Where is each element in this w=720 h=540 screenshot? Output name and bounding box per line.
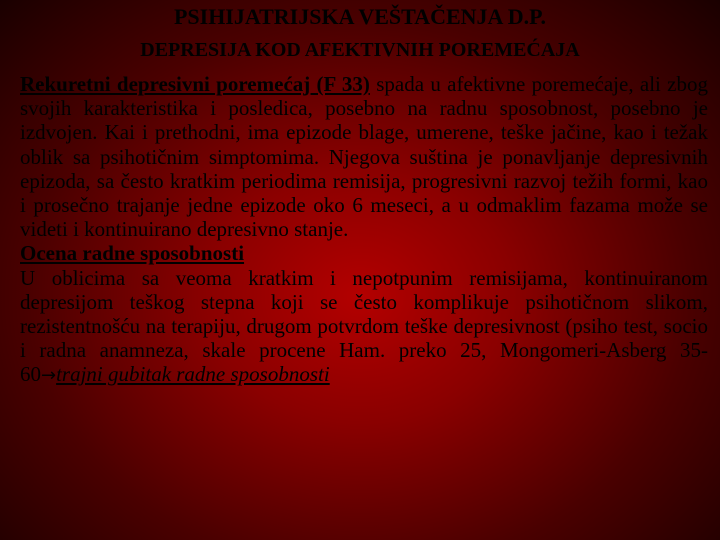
- slide-subtitle: DEPRESIJA KOD AFEKTIVNIH POREMEĆAJA: [140, 39, 580, 61]
- paragraph-text: spada u afektivne poremećaje, ali zbog svojih karakteristika i posledica, posebno na radnu sposobnost, posebno je izdvojen. Kai i prethodni, ima epizode blage, umerene, teške jačine, kao i težak oblik sa psihotičnim simptomima. Njegova suština je ponavljanje depresivnih epizoda, sa često kratkim periodima remisija, progresivni razvoj težih formi, kao i prosečno trajanje jedne epizode oko 6 meseci, a u odmaklim fazama može se videti i kontinuirano depresivno stanje.: [20, 72, 708, 242]
- paragraph2-text: U oblicima sa veoma kratkim i nepotpunim remisijama, kontinuiranom depresijom teškog stepna koji se često komplikuje psihotičnom slikom, rezistentnošću na terapiju, drugom potvrdom teške depresivnost (psiho test, socio i radna anamneza, skale procene Ham. preko 25, Mongomeri-Asberg 35-60: [20, 265, 708, 387]
- paragraph-lead: Rekuretni depresivni poremećaj (F 33): [20, 72, 370, 96]
- slide-body: [20, 72, 708, 389]
- section-heading-label: Ocena radne sposobnosti: [20, 241, 245, 266]
- slide-title: PSIHIJATRIJSKA VEŠTAČENJA D.P.: [173, 4, 547, 29]
- right-arrow-icon: →: [41, 365, 57, 387]
- paragraph-ocena: [20, 266, 708, 389]
- conclusion-text: trajni gubitak radne sposobnosti: [56, 362, 330, 387]
- paragraph-rekurentni: [20, 72, 708, 241]
- section-heading: [20, 241, 708, 265]
